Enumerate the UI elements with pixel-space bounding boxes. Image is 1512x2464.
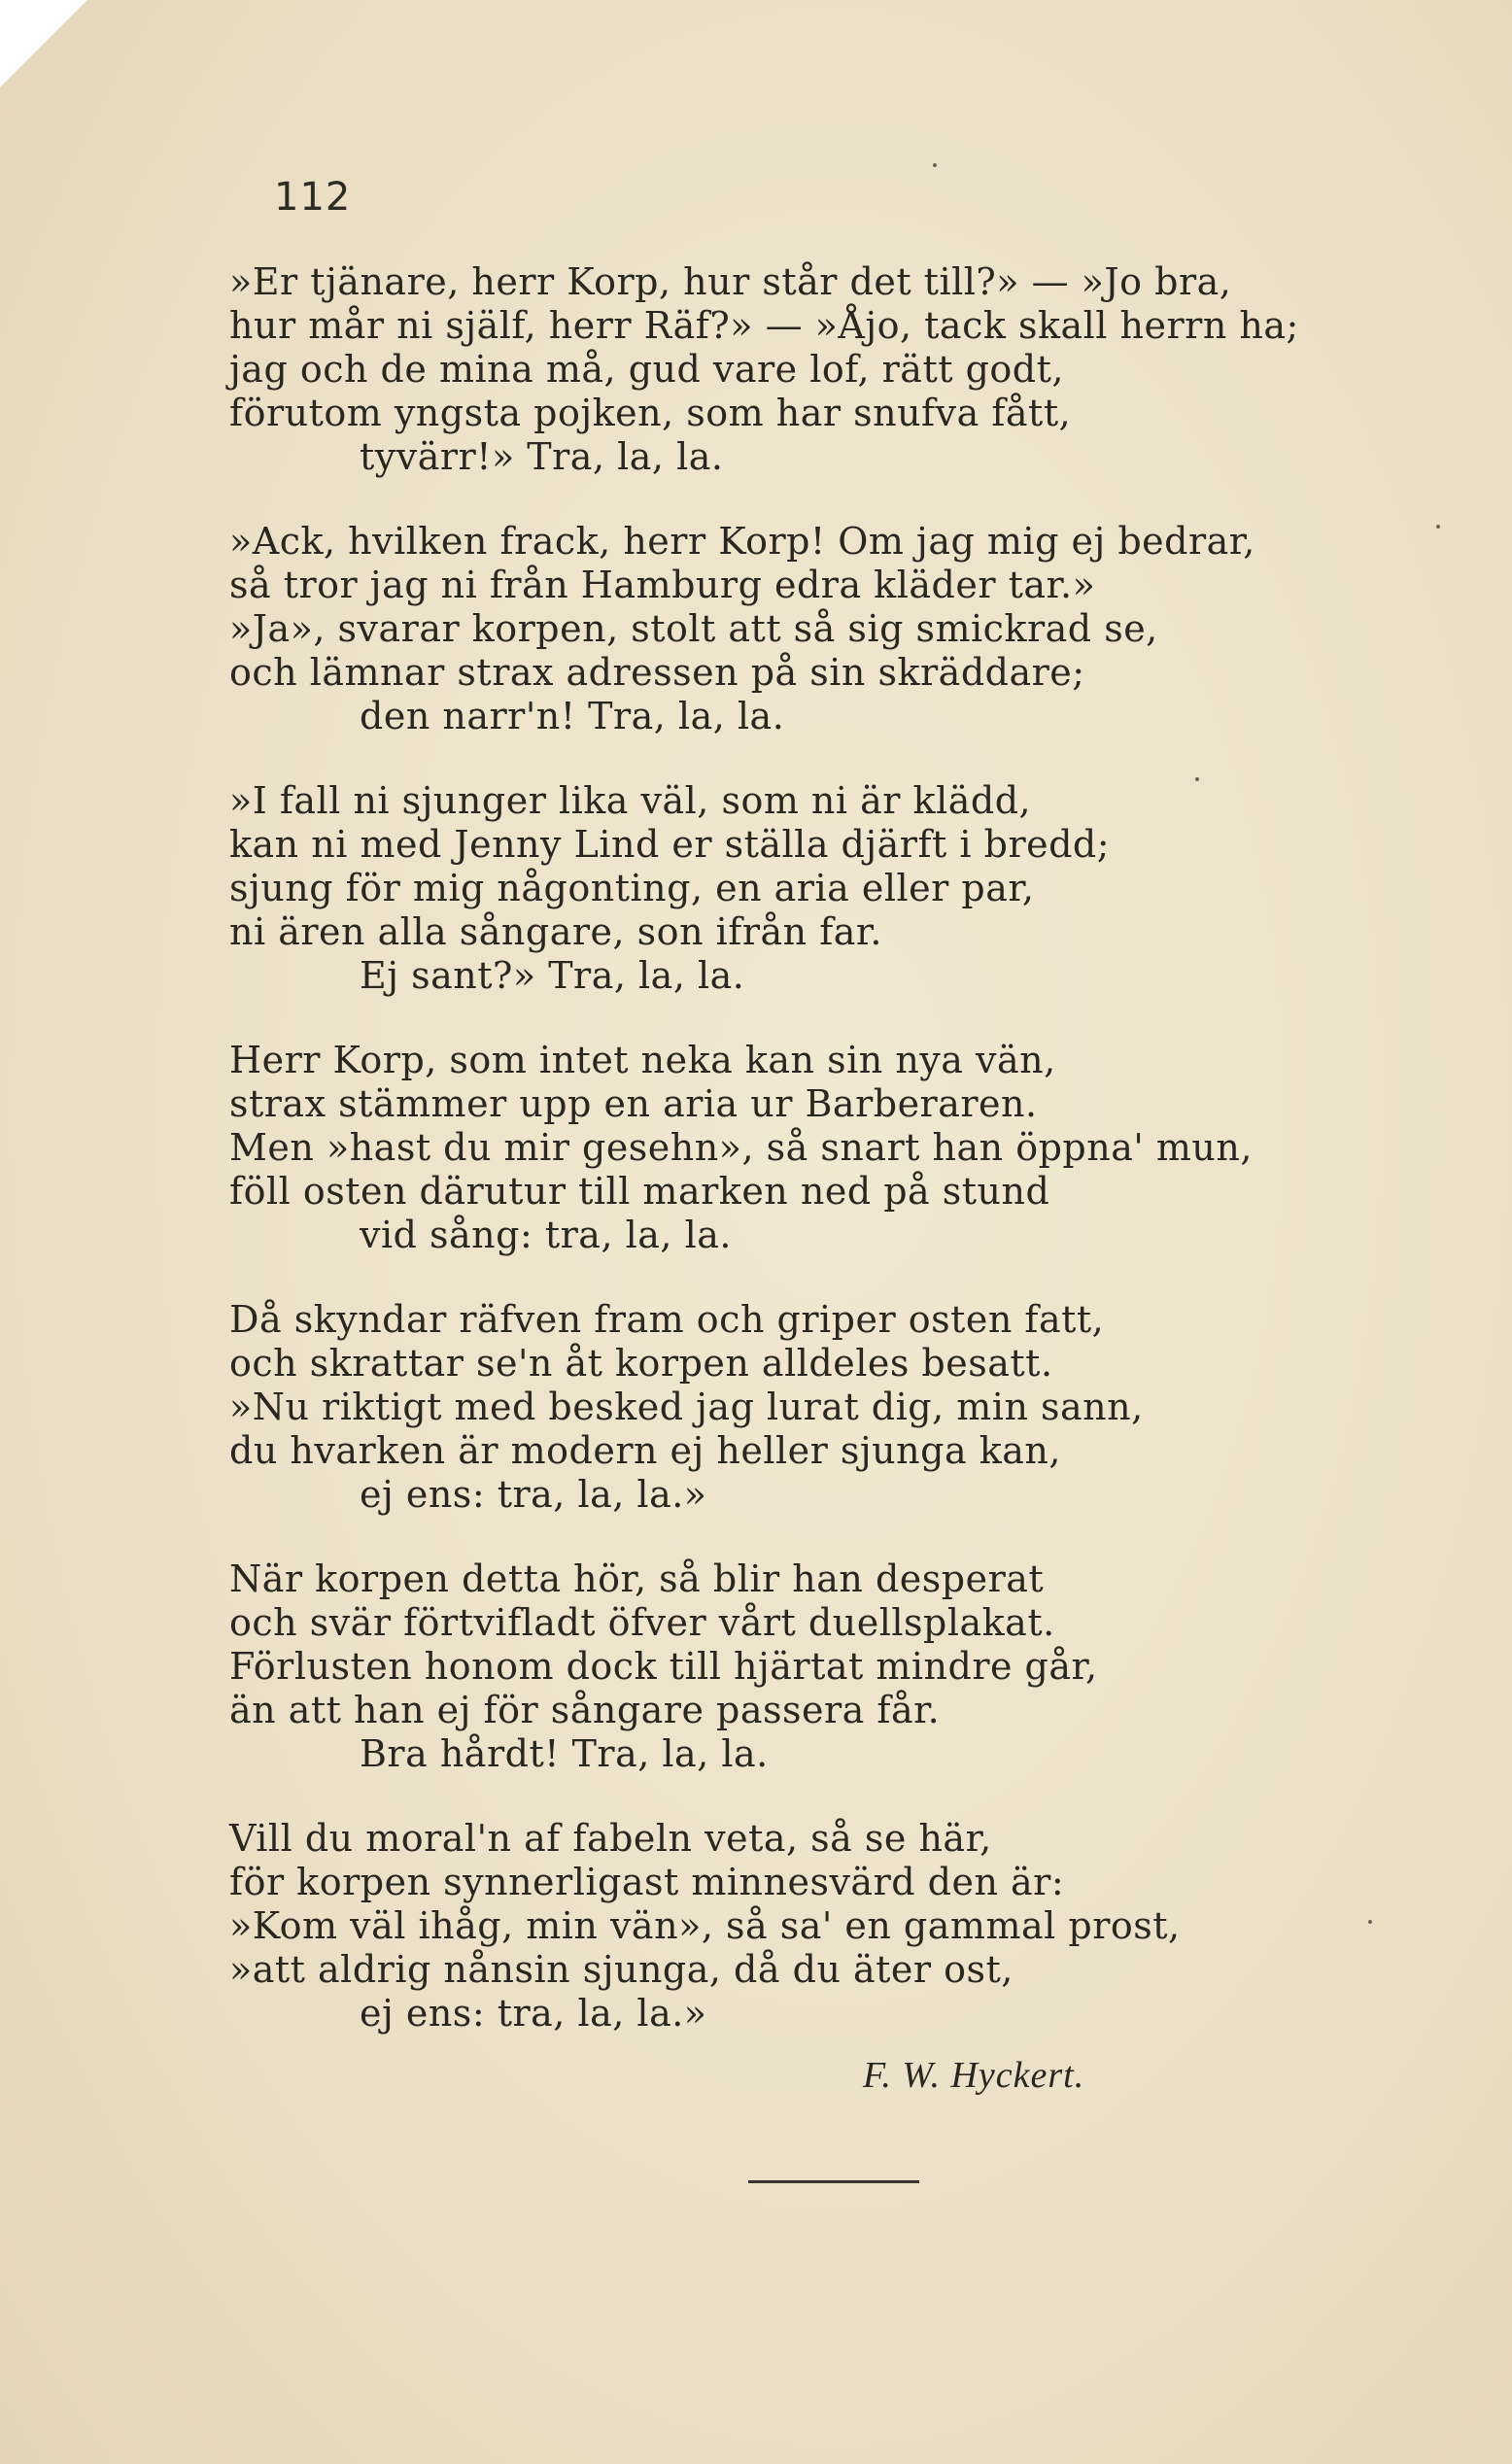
- paper-speck: [1368, 1920, 1372, 1924]
- stanza: [229, 779, 1483, 998]
- poem-line: och lämnar strax adressen på sin skräddare;: [229, 651, 1085, 694]
- refrain-line: ej ens: tra, la, la.»: [360, 1473, 707, 1516]
- poem-line: »Kom väl ihåg, min vän», så sa' en gammal prost,: [229, 1904, 1181, 1947]
- poem-line: jag och de mina må, gud vare lof, rätt godt,: [229, 348, 1064, 391]
- poem-line: Herr Korp, som intet neka kan sin nya vän,: [229, 1039, 1056, 1081]
- poem-line: förutom yngsta pojken, som har snufva fått,: [229, 392, 1072, 434]
- author-signature: F. W. Hyckert.: [863, 2055, 1085, 2096]
- page-corner: [0, 0, 87, 87]
- poem-line: Men »hast du mir gesehn», så snart han öppna' mun,: [229, 1126, 1253, 1169]
- end-rule: [748, 2180, 919, 2183]
- poem-line: föll osten därutur till marken ned på stund: [229, 1170, 1050, 1213]
- poem-line: hur mår ni själf, herr Räf?» — »Åjo, tack skall herrn ha;: [229, 304, 1299, 347]
- poem-line: än att han ej för sångare passera får.: [229, 1689, 941, 1731]
- stanza: [229, 1557, 1483, 1776]
- refrain-line: Ej sant?» Tra, la, la.: [360, 954, 745, 997]
- poem-line: för korpen synnerligast minnesvärd den är:: [229, 1861, 1065, 1903]
- page-number: 112: [274, 175, 352, 220]
- poem-line: sjung för mig någonting, en aria eller par,: [229, 867, 1035, 909]
- poem-line: du hvarken är modern ej heller sjunga kan,: [229, 1429, 1061, 1472]
- refrain-line: vid sång: tra, la, la.: [360, 1214, 732, 1256]
- stanza: [229, 260, 1483, 479]
- poem-line: så tror jag ni från Hamburg edra kläder tar.»: [229, 564, 1096, 606]
- refrain-line: den narr'n! Tra, la, la.: [360, 695, 785, 737]
- poem-line: »I fall ni sjunger lika väl, som ni är klädd,: [229, 779, 1032, 822]
- poem-line: »Ja», svarar korpen, stolt att så sig smickrad se,: [229, 607, 1158, 650]
- paper-speck: [933, 163, 937, 167]
- poem-line: Då skyndar räfven fram och griper osten fatt,: [229, 1298, 1105, 1341]
- poem-line: »att aldrig nånsin sjunga, då du äter ost,: [229, 1948, 1014, 1991]
- stanza: [229, 1817, 1483, 2036]
- poem: [229, 260, 1483, 2076]
- poem-line: och svär förtvifladt öfver vårt duellsplakat.: [229, 1601, 1055, 1644]
- poem-line: »Ack, hvilken frack, herr Korp! Om jag mig ej bedrar,: [229, 520, 1255, 563]
- poem-line: Förlusten honom dock till hjärtat mindre går,: [229, 1645, 1098, 1688]
- stanza: [229, 1039, 1483, 1257]
- poem-line: Vill du moral'n af fabeln veta, så se här,: [229, 1817, 992, 1860]
- refrain-line: ej ens: tra, la, la.»: [360, 1992, 707, 2035]
- poem-line: »Nu riktigt med besked jag lurat dig, min sann,: [229, 1386, 1144, 1428]
- stanza: [229, 520, 1483, 738]
- poem-line: kan ni med Jenny Lind er ställa djärft i bredd;: [229, 823, 1111, 866]
- poem-line: När korpen detta hör, så blir han desperat: [229, 1557, 1045, 1600]
- poem-line: ni ären alla sångare, son ifrån far.: [229, 910, 882, 953]
- paper-speck: [1195, 777, 1199, 781]
- refrain-line: tyvärr!» Tra, la, la.: [360, 435, 724, 478]
- refrain-line: Bra hårdt! Tra, la, la.: [360, 1732, 769, 1775]
- stanza: [229, 1298, 1483, 1517]
- poem-line: »Er tjänare, herr Korp, hur står det till?» — »Jo bra,: [229, 260, 1232, 303]
- paper-speck: [1436, 525, 1440, 529]
- poem-line: och skrattar se'n åt korpen alldeles besatt.: [229, 1342, 1053, 1385]
- poem-line: strax stämmer upp en aria ur Barberaren.: [229, 1082, 1038, 1125]
